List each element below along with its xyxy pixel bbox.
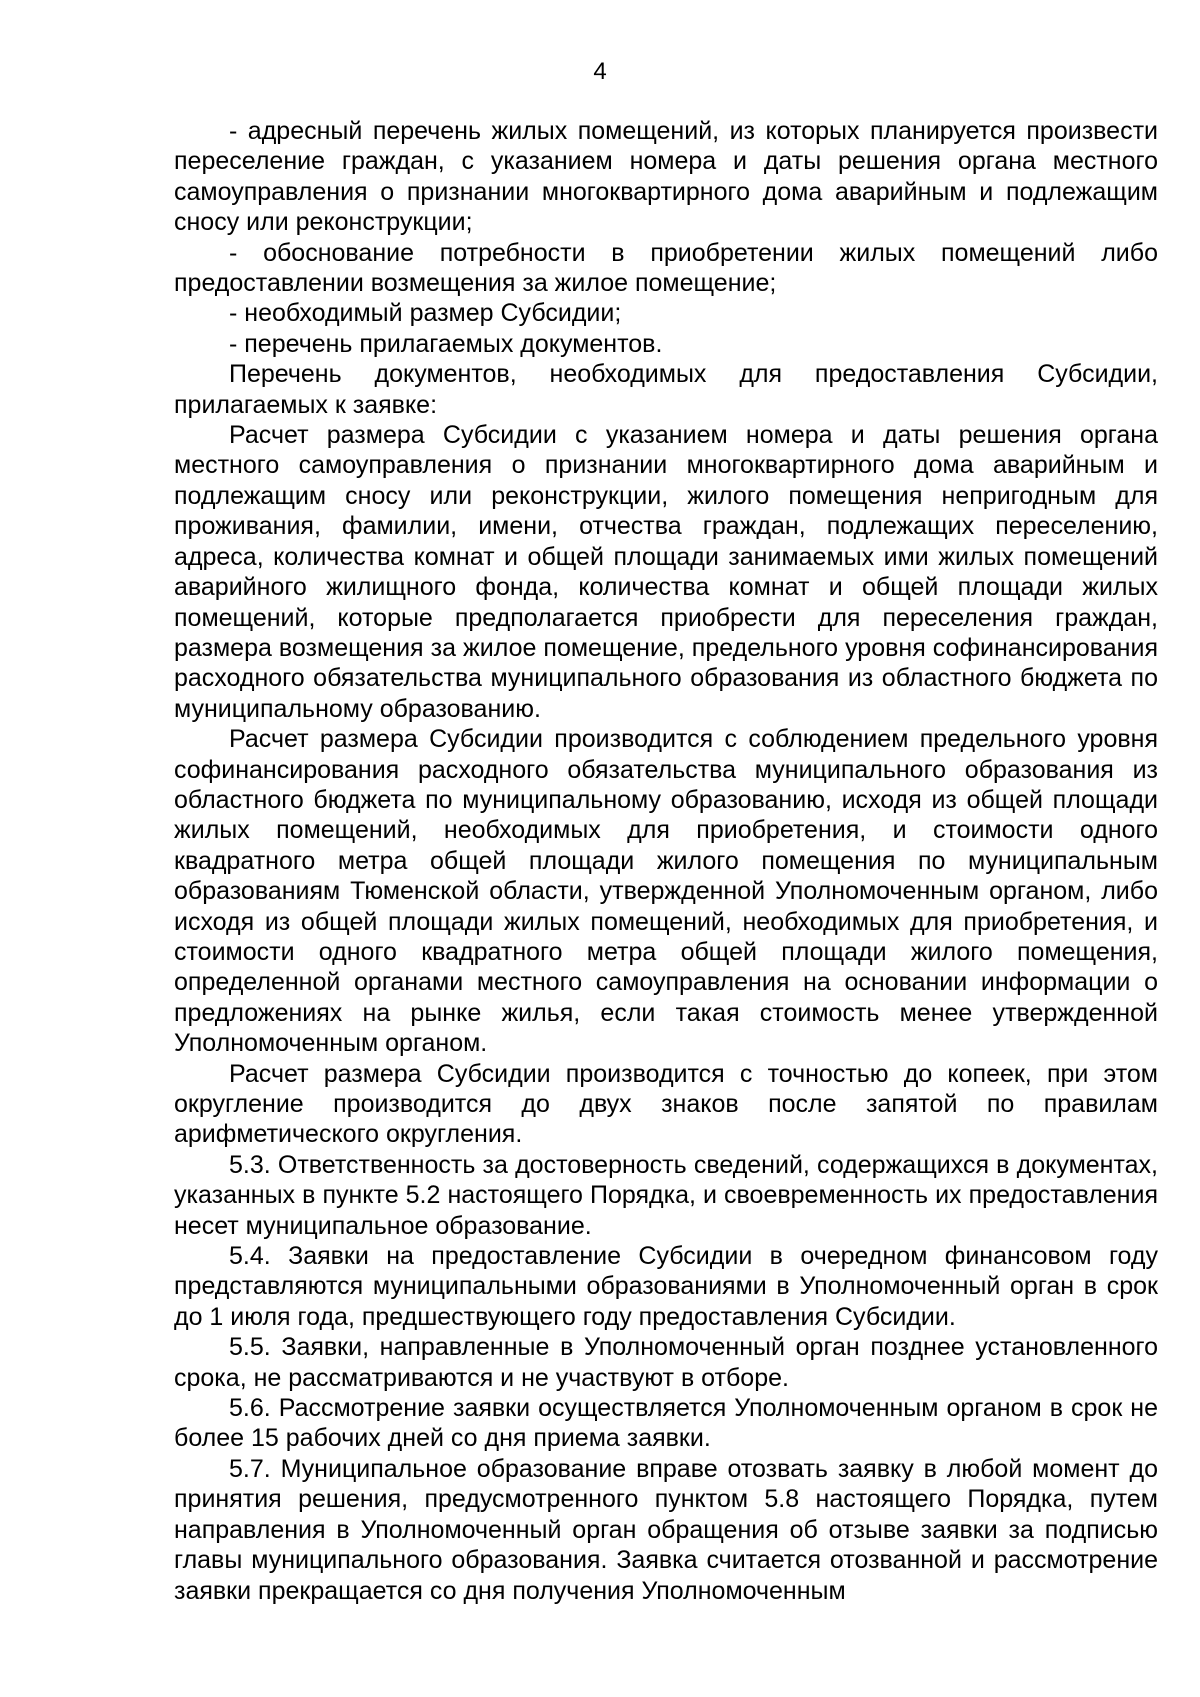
paragraph-5-5: 5.5. Заявки, направленные в Уполномоченный орган позднее установленного срока, не рассматриваются и не участвуют в отборе. xyxy=(174,1333,1158,1392)
paragraph-5-6: 5.6. Рассмотрение заявки осуществляется Уполномоченным органом в срок не более 15 рабочих дней со дня приема заявки. xyxy=(174,1394,1158,1453)
paragraph-5-3: 5.3. Ответственность за достоверность сведений, содержащихся в документах, указанных в пункте 5.2 настоящего Порядка, и своевременность их предоставления несет муниципальное образование. xyxy=(174,1150,1158,1240)
document-body xyxy=(174,116,1158,1606)
paragraph-5-4: 5.4. Заявки на предоставление Субсидии в очередном финансовом году представляются муниципальными образованиями в Уполномоченный орган в срок до 1 июля года, предшествующего году предоставления Субсидии. xyxy=(174,1242,1158,1331)
paragraph-address-list: - адресный перечень жилых помещений, из которых планируется произвести переселение граждан, с указанием номера и даты решения органа местного самоуправления о признании многоквартирного дома аварийным и подлежащим сносу или реконструкции; xyxy=(174,117,1158,237)
paragraph-subsidy-amount: - необходимый размер Субсидии; xyxy=(229,299,622,328)
paragraph-calculation-rules: Расчет размера Субсидии производится с соблюдением предельного уровня софинансирования расходного обязательства муниципального образования из областного бюджета по муниципальному образованию, исходя из общей площади жилых помещений, необходимых для приобретения, и стоимости одного квадратного метра общей площади жилого помещения по муниципальным образованиям Тюменской области, утвержденной Уполномоченным органом, либо исходя из общей площади жилых помещений, необходимых для приобретения, и стоимости одного квадратного метра общей площади жилого помещения, определенной органами местного самоуправления на основании информации о предложениях на рынке жилья, если такая стоимость менее утвержденной Уполномоченным органом. xyxy=(174,725,1158,1058)
paragraph-attached-docs: - перечень прилагаемых документов. xyxy=(229,329,663,358)
paragraph-5-7: 5.7. Муниципальное образование вправе отозвать заявку в любой момент до принятия решения, предусмотренного пунктом 5.8 настоящего Порядка, путем направления в Уполномоченный орган обращения об отзыве заявки за подписью главы муниципального образования. Заявка считается отозванной и рассмотрение заявки прекращается со дня получения Уполномоченным xyxy=(174,1454,1158,1605)
paragraph-docs-list-intro: Перечень документов, необходимых для предоставления Субсидии, прилагаемых к заявке: xyxy=(174,360,1158,419)
paragraph-rounding: Расчет размера Субсидии производится с точностью до копеек, при этом округление производится до двух знаков после запятой по правилам арифметического округления. xyxy=(174,1059,1158,1149)
paragraph-subsidy-calculation: Расчет размера Субсидии с указанием номера и даты решения органа местного самоуправления о признании многоквартирного дома аварийным и подлежащим сносу или реконструкции, жилого помещения непригодным для проживания, фамилии, имени, отчества граждан, подлежащих переселению, адреса, количества комнат и общей площади занимаемых ими жилых помещений аварийного жилищного фонда, количества комнат и общей площади жилых помещений, которые предполагается приобрести для переселения граждан, размера возмещения за жилое помещение, предельного уровня софинансирования расходного обязательства муниципального образования из областного бюджета по муниципальному образованию. xyxy=(174,421,1158,723)
paragraph-justification: - обоснование потребности в приобретении жилых помещений либо предоставлении возмещения за жилое помещение; xyxy=(174,238,1158,298)
page-number: 4 xyxy=(593,58,607,85)
